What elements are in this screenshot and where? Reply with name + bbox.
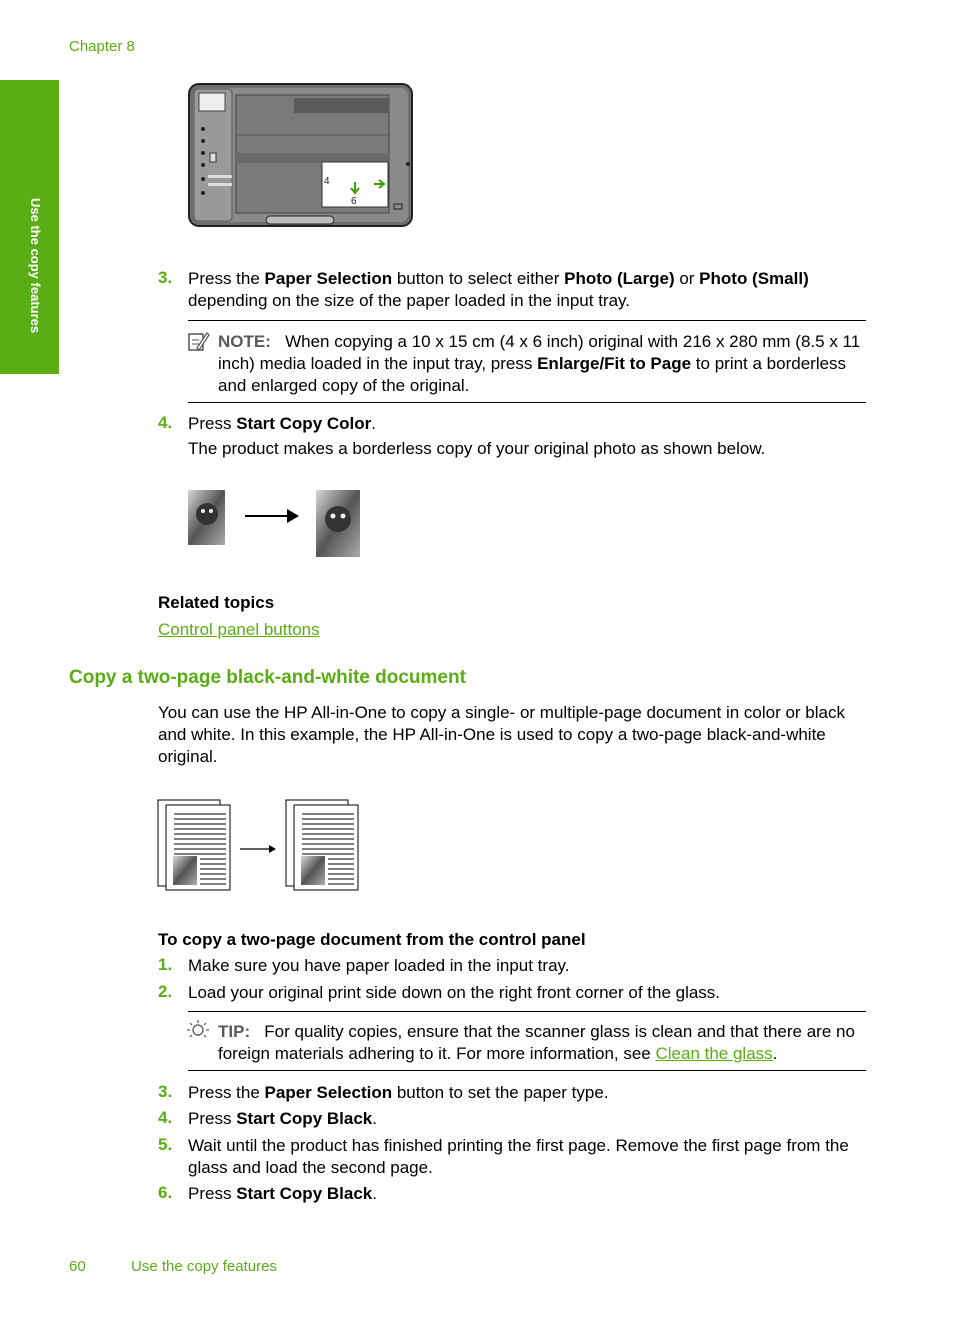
step-description: The product makes a borderless copy of your original photo as shown below. (188, 439, 766, 458)
step-text: Make sure you have paper loaded in the input tray. (188, 956, 570, 975)
step-text: Press Start Copy Black. (188, 1184, 377, 1203)
tip-top-rule (188, 1011, 866, 1012)
step-text: Press Start Copy Color. (188, 414, 376, 433)
step-text: Press the Paper Selection button to set the paper type. (188, 1083, 609, 1102)
control-panel-buttons-link[interactable]: Control panel buttons (158, 620, 320, 639)
step-number: 1. (158, 955, 173, 974)
borderless-copy-illustration (187, 489, 363, 559)
device-glass-illustration (188, 83, 414, 228)
step-text: Press Start Copy Black. (188, 1109, 377, 1128)
chapter-label: Chapter 8 (69, 38, 135, 55)
clean-the-glass-link[interactable]: Clean the glass (655, 1044, 773, 1063)
step-number: 2. (158, 982, 173, 1001)
page-number: 60 (69, 1258, 86, 1275)
card-number-bottom: 6 (351, 196, 357, 207)
side-tab (0, 80, 59, 374)
step-number: 5. (158, 1135, 173, 1154)
procedure-heading: To copy a two-page document from the control panel (158, 930, 586, 949)
related-topics-heading: Related topics (158, 593, 275, 612)
step-text: Load your original print side down on the right front corner of the glass. (188, 983, 721, 1002)
note-text: NOTE: When copying a 10 x 15 cm (4 x 6 inch) original with 216 x 280 mm (8.5 x 11 inch) media loaded in the input tray, press Enlarge/Fit to Page to print a borderless and enlarged copy of the original. (218, 332, 861, 395)
section-heading: Copy a two-page black-and-white document (69, 667, 466, 688)
step-number: 4. (158, 413, 173, 432)
lightbulb-icon (187, 1019, 209, 1043)
note-bottom-rule (188, 402, 866, 403)
tip-text: TIP: For quality copies, ensure that the scanner glass is clean and that there are no foreign materials adhering to it. For more information, see Clean the glass. (218, 1022, 855, 1063)
tip-bottom-rule (188, 1070, 866, 1071)
step-number: 4. (158, 1108, 173, 1127)
step-text: Press the Paper Selection button to select either Photo (Large) or Photo (Small) depending on the size of the paper loaded in the input tray. (188, 269, 809, 310)
footer-section-title: Use the copy features (131, 1258, 277, 1275)
arrow-right-icon (287, 509, 299, 523)
note-top-rule (188, 320, 866, 321)
step-number: 3. (158, 268, 173, 287)
step-number: 3. (158, 1082, 173, 1101)
original-pages (158, 800, 230, 890)
two-page-copy-illustration (156, 798, 362, 894)
step-number: 6. (158, 1183, 173, 1202)
side-tab-label: Use the copy features (28, 198, 43, 334)
arrow-right-icon (269, 845, 276, 853)
card-number-top: 4 (324, 176, 330, 187)
section-intro: You can use the HP All-in-One to copy a single- or multiple-page document in color or black and white. In this example, the HP All-in-One is used to copy a two-page black-and-white original. (158, 703, 845, 766)
note-icon (187, 330, 211, 354)
step-text: Wait until the product has finished printing the first page. Remove the first page from the glass and load the second page. (188, 1136, 849, 1177)
copy-pages (286, 800, 358, 890)
